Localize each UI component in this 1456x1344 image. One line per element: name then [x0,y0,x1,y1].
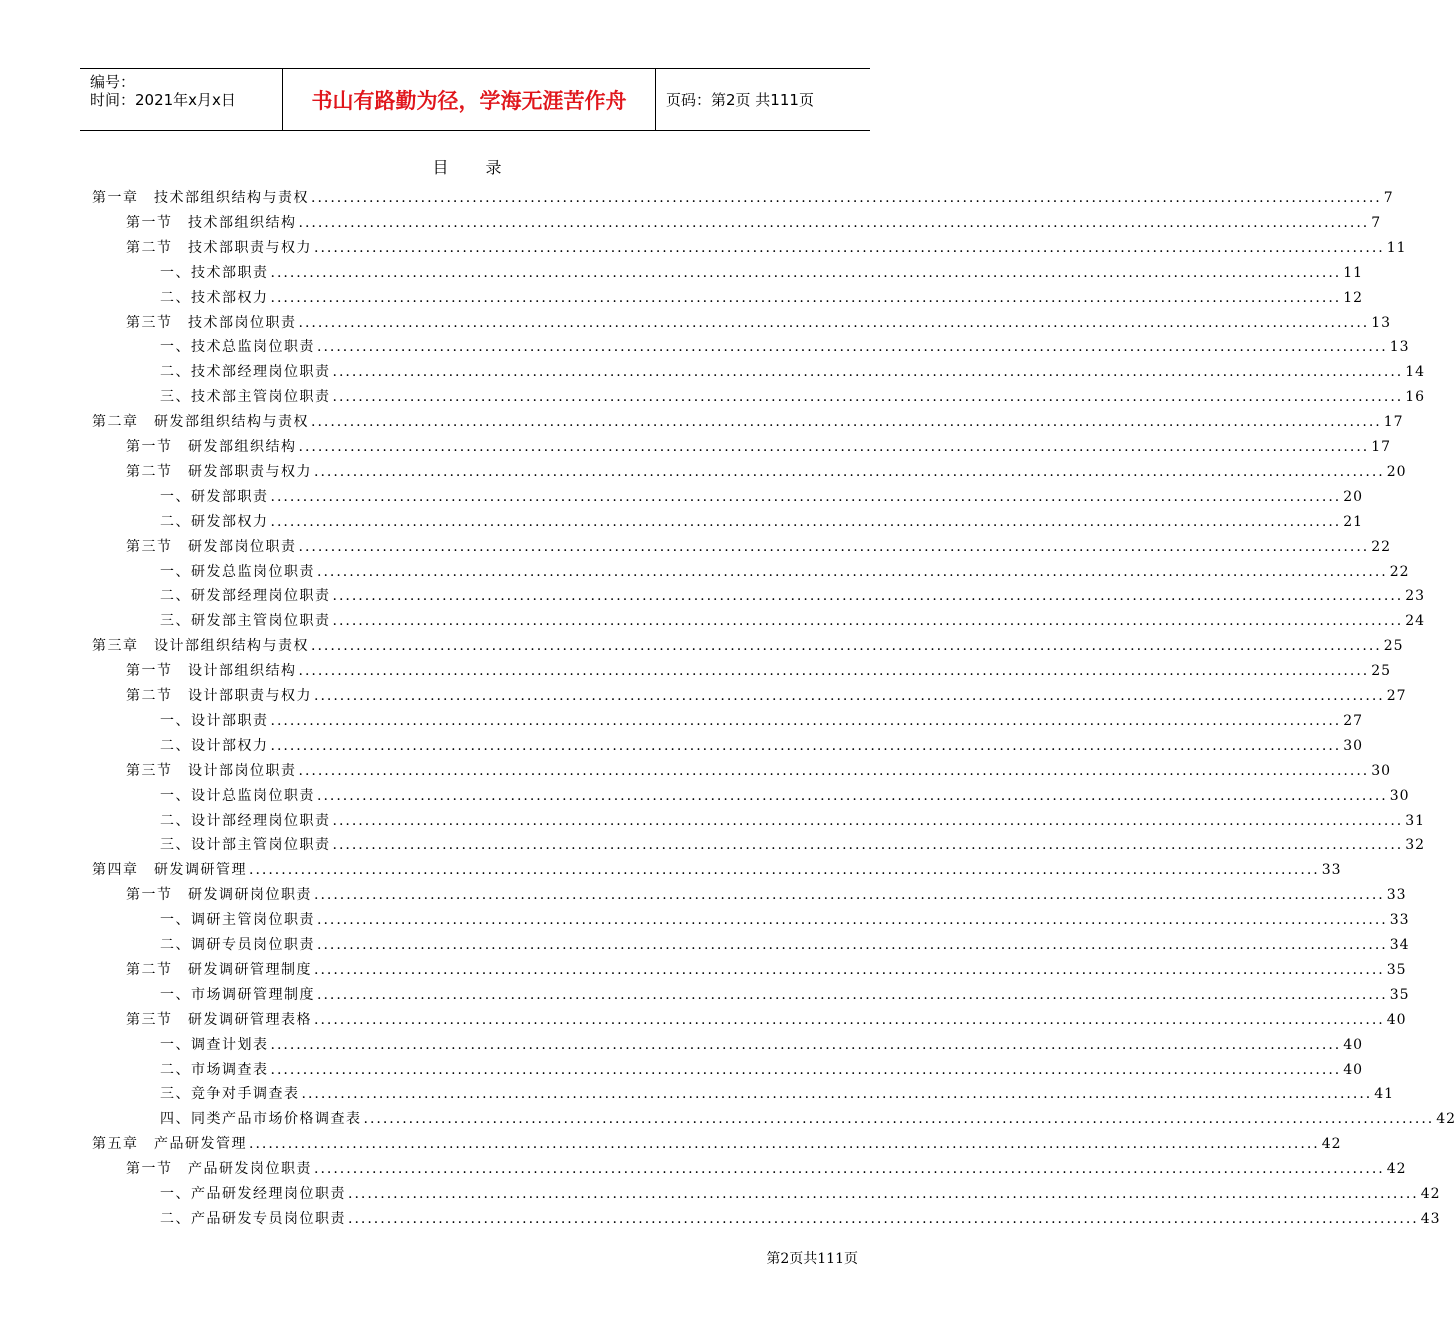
document-number-label: 编号： [90,73,136,91]
toc-entry[interactable] [126,460,1407,485]
toc-entry[interactable] [160,1033,1364,1058]
toc-leader-dots: ...................................................................................................................................................................... [270,737,1342,754]
toc-leader-dots: ...................................................................................................................................................................... [249,1136,1320,1153]
toc-leader-dots: ...................................................................................................................................................................... [314,961,1385,978]
toc-leader-dots: ...................................................................................................................................................................... [332,613,1404,630]
toc-entry-title: 一、设计总监岗位职责 [160,787,315,804]
page-footer: 第2页共111页 [766,1251,858,1267]
toc-entry[interactable] [160,584,1426,609]
toc-entry[interactable] [92,1132,1342,1157]
toc-leader-dots: ...................................................................................................................................................................... [348,1210,1419,1227]
header-page-label: 页码：第2页 共111页 [666,91,814,109]
toc-entry[interactable] [92,186,1394,211]
toc-entry[interactable] [160,286,1364,311]
toc-leader-dots: ...................................................................................................................................................................... [317,563,1388,580]
toc-title: 目 录 [432,158,518,177]
toc-entry-title: 第一节 产品研发岗位职责 [126,1161,312,1178]
toc-entry-page-number: 20 [1343,488,1364,505]
toc-leader-dots: ...................................................................................................................................................................... [311,414,1382,431]
toc-leader-dots: ...................................................................................................................................................................... [332,389,1404,406]
toc-entry-title: 第一节 技术部组织结构 [126,214,297,231]
toc-entry[interactable] [160,784,1410,809]
toc-leader-dots: ...................................................................................................................................................................... [332,812,1404,829]
toc-entry-page-number: 21 [1343,513,1364,530]
toc-entry[interactable] [160,261,1364,286]
toc-entry-page-number: 14 [1405,364,1426,381]
toc-entry-title: 二、市场调查表 [160,1061,269,1078]
toc-entry-title: 一、设计部职责 [160,712,269,729]
toc-leader-dots: ...................................................................................................................................................................... [270,513,1342,530]
toc-entry-title: 一、产品研发经理岗位职责 [160,1186,346,1202]
toc-leader-dots: ...................................................................................................................................................................... [298,663,1370,680]
toc-entry[interactable] [126,211,1382,236]
toc-leader-dots: ...................................................................................................................................................................... [317,937,1388,953]
toc-entry-title: 第四章 研发调研管理 [92,862,247,879]
toc-entry[interactable] [160,385,1426,410]
toc-entry[interactable] [160,734,1364,759]
toc-entry-page-number: 35 [1389,986,1410,1003]
toc-entry-title: 第二章 研发部组织结构与责权 [92,414,309,431]
header-left-cell [80,69,282,130]
toc-entry-page-number: 17 [1383,414,1404,431]
toc-entry[interactable] [160,360,1426,385]
toc-entry-title: 二、设计部经理岗位职责 [160,812,331,829]
toc-entry[interactable] [126,311,1392,336]
toc-leader-dots: ...................................................................................................................................................................... [317,986,1388,1003]
toc-entry-title: 二、调研专员岗位职责 [160,937,315,953]
toc-entry-page-number: 32 [1405,837,1426,854]
toc-leader-dots: ...................................................................................................................................................................... [298,439,1370,455]
toc-entry-title: 一、技术部职责 [160,264,269,281]
toc-entry-page-number: 42 [1386,1161,1407,1178]
toc-entry-page-number: 13 [1371,314,1392,331]
toc-leader-dots: ...................................................................................................................................................................... [311,638,1382,655]
toc-entry-title: 第一章 技术部组织结构与责权 [92,190,309,206]
toc-entry[interactable] [126,535,1392,560]
toc-entry-title: 二、设计部权力 [160,737,269,754]
toc-entry-page-number: 31 [1405,812,1426,829]
toc-entry[interactable] [160,560,1410,585]
page-header [80,68,870,131]
toc-leader-dots: ...................................................................................................................................................................... [270,1036,1342,1053]
toc-leader-dots: ...................................................................................................................................................................... [298,314,1370,331]
toc-entry-page-number: 11 [1386,239,1407,256]
toc-entry-page-number: 25 [1383,638,1404,655]
toc-entry-page-number: 7 [1371,214,1382,231]
toc-entry-page-number: 22 [1371,538,1392,555]
toc-entry-title: 一、技术总监岗位职责 [160,339,315,356]
toc-entry[interactable] [92,634,1404,659]
toc-leader-dots: ...................................................................................................................................................................... [314,1161,1385,1178]
toc-entry-title: 二、技术部权力 [160,289,269,306]
toc-entry[interactable] [126,1008,1407,1033]
toc-entry-page-number: 20 [1386,463,1407,480]
toc-entry-title: 三、技术部主管岗位职责 [160,389,331,406]
toc-leader-dots: ...................................................................................................................................................................... [317,787,1388,804]
toc-entry[interactable] [126,883,1407,908]
toc-entry-title: 第三节 技术部岗位职责 [126,314,297,331]
toc-leader-dots: ...................................................................................................................................................................... [270,289,1342,306]
toc-entry-page-number: 40 [1343,1036,1364,1053]
toc-entry-page-number: 30 [1343,737,1364,754]
toc-entry-title: 二、技术部经理岗位职责 [160,364,331,381]
toc-entry-page-number: 25 [1371,663,1392,680]
toc-entry-title: 二、研发部权力 [160,513,269,530]
toc-entry-page-number: 23 [1405,588,1426,605]
toc-entry[interactable] [160,1058,1364,1083]
toc-entry-page-number: 34 [1389,937,1410,953]
toc-entry[interactable] [160,485,1364,510]
toc-entry[interactable] [160,1107,1456,1132]
toc-leader-dots: ...................................................................................................................................................................... [314,1011,1385,1028]
toc-entry-page-number: 16 [1405,389,1426,406]
toc-entry-page-number: 30 [1389,787,1410,804]
toc-leader-dots: ...................................................................................................................................................................... [270,488,1342,505]
toc-entry-page-number: 12 [1343,289,1364,306]
toc-entry-page-number: 33 [1321,862,1342,879]
toc-entry-title: 第二节 研发部职责与权力 [126,463,312,480]
toc-entry[interactable] [160,709,1364,734]
toc-leader-dots: ...................................................................................................................................................................... [348,1186,1419,1202]
toc-leader-dots: ...................................................................................................................................................................... [249,862,1320,879]
toc-entry[interactable] [160,1182,1441,1207]
toc-entry[interactable] [160,833,1426,858]
toc-leader-dots: ...................................................................................................................................................................... [363,1111,1435,1128]
toc-entry-page-number: 11 [1343,264,1364,281]
toc-entry[interactable] [160,983,1410,1008]
toc-entry-title: 三、设计部主管岗位职责 [160,837,331,854]
toc-entry-page-number: 43 [1420,1210,1441,1227]
toc-entry-title: 第三节 设计部岗位职责 [126,762,297,779]
toc-entry[interactable] [160,609,1426,634]
toc-entry-title: 二、研发部经理岗位职责 [160,588,331,605]
toc-entry-page-number: 33 [1386,887,1407,904]
toc-entry-page-number: 13 [1389,339,1410,356]
toc-leader-dots: ...................................................................................................................................................................... [298,538,1370,555]
toc-entry[interactable] [92,858,1342,883]
toc-entry-title: 第二节 设计部职责与权力 [126,688,312,704]
toc-entry[interactable] [160,335,1410,360]
toc-entry[interactable] [126,1157,1407,1182]
header-motto-cell [282,69,656,130]
toc-entry-title: 第二节 技术部职责与权力 [126,239,312,256]
toc-entry[interactable] [92,410,1404,435]
toc-entry-page-number: 42 [1436,1111,1456,1128]
toc-entry-page-number: 42 [1420,1186,1441,1202]
toc-entry-title: 第一节 设计部组织结构 [126,663,297,680]
toc-entry-page-number: 17 [1371,439,1392,455]
toc-entry[interactable] [126,435,1392,460]
toc-leader-dots: ...................................................................................................................................................................... [301,1086,1373,1103]
toc-leader-dots: ...................................................................................................................................................................... [270,264,1342,281]
document-date-label: 时间：2021年x月x日 [90,91,236,109]
toc-entry-page-number: 40 [1386,1011,1407,1028]
toc-leader-dots: ...................................................................................................................................................................... [332,364,1404,381]
toc-entry-title: 一、研发部职责 [160,488,269,505]
toc-entry[interactable] [126,684,1407,709]
toc-entry-title: 一、市场调研管理制度 [160,986,315,1003]
toc-entry-page-number: 22 [1389,563,1410,580]
toc-entry-title: 第五章 产品研发管理 [92,1136,247,1153]
toc-entry-page-number: 7 [1383,190,1394,206]
toc-entry-title: 三、竞争对手调查表 [160,1086,300,1103]
toc-leader-dots: ...................................................................................................................................................................... [314,239,1385,256]
toc-entry[interactable] [126,759,1392,784]
toc-entry[interactable] [160,510,1364,535]
toc-entry-title: 三、研发部主管岗位职责 [160,613,331,630]
header-page-cell [656,69,870,130]
toc-leader-dots: ...................................................................................................................................................................... [298,214,1370,231]
toc-entry-title: 第一节 研发调研岗位职责 [126,887,312,904]
toc-leader-dots: ...................................................................................................................................................................... [270,1061,1342,1078]
toc-entry[interactable] [126,236,1407,261]
toc-leader-dots: ...................................................................................................................................................................... [314,463,1385,480]
toc-entry-title: 四、同类产品市场价格调查表 [160,1111,362,1128]
toc-entry-page-number: 40 [1343,1061,1364,1078]
toc-leader-dots: ...................................................................................................................................................................... [314,688,1385,704]
toc-entry-title: 第二节 研发调研管理制度 [126,961,312,978]
toc-entry[interactable] [160,809,1426,834]
toc-leader-dots: ...................................................................................................................................................................... [332,588,1404,605]
toc-entry-title: 一、研发总监岗位职责 [160,563,315,580]
toc-entry-page-number: 27 [1386,688,1407,704]
toc-leader-dots: ...................................................................................................................................................................... [298,762,1370,779]
toc-entry-page-number: 30 [1371,762,1392,779]
toc-leader-dots: ...................................................................................................................................................................... [314,887,1385,904]
toc-entry-title: 第三节 研发部岗位职责 [126,538,297,555]
toc-entry-title: 第三节 研发调研管理表格 [126,1011,312,1028]
toc-entry-title: 第三章 设计部组织结构与责权 [92,638,309,655]
toc-leader-dots: ...................................................................................................................................................................... [317,339,1388,356]
toc-leader-dots: ...................................................................................................................................................................... [270,712,1342,729]
toc-entry[interactable] [160,933,1410,958]
toc-leader-dots: ...................................................................................................................................................................... [317,912,1388,929]
toc-entry-title: 一、调查计划表 [160,1036,269,1053]
motto-text: 书山有路勤为径，学海无涯苦作舟 [311,88,627,113]
toc-entry[interactable] [126,659,1392,684]
toc-entry[interactable] [160,908,1410,933]
toc-entry-title: 第一节 研发部组织结构 [126,439,297,455]
toc-entry-title: 二、产品研发专员岗位职责 [160,1210,346,1227]
toc-entry-page-number: 35 [1386,961,1407,978]
toc-entry-page-number: 33 [1389,912,1410,929]
toc-leader-dots: ...................................................................................................................................................................... [311,190,1382,206]
toc-entry[interactable] [160,1207,1441,1232]
toc-leader-dots: ...................................................................................................................................................................... [332,837,1404,854]
toc-entry[interactable] [126,958,1407,983]
toc-entry-page-number: 24 [1405,613,1426,630]
toc-entry[interactable] [160,1082,1395,1107]
toc-entry-title: 一、调研主管岗位职责 [160,912,315,929]
toc-entry-page-number: 42 [1321,1136,1342,1153]
toc-entry-page-number: 41 [1374,1086,1395,1103]
toc-entry-page-number: 27 [1343,712,1364,729]
